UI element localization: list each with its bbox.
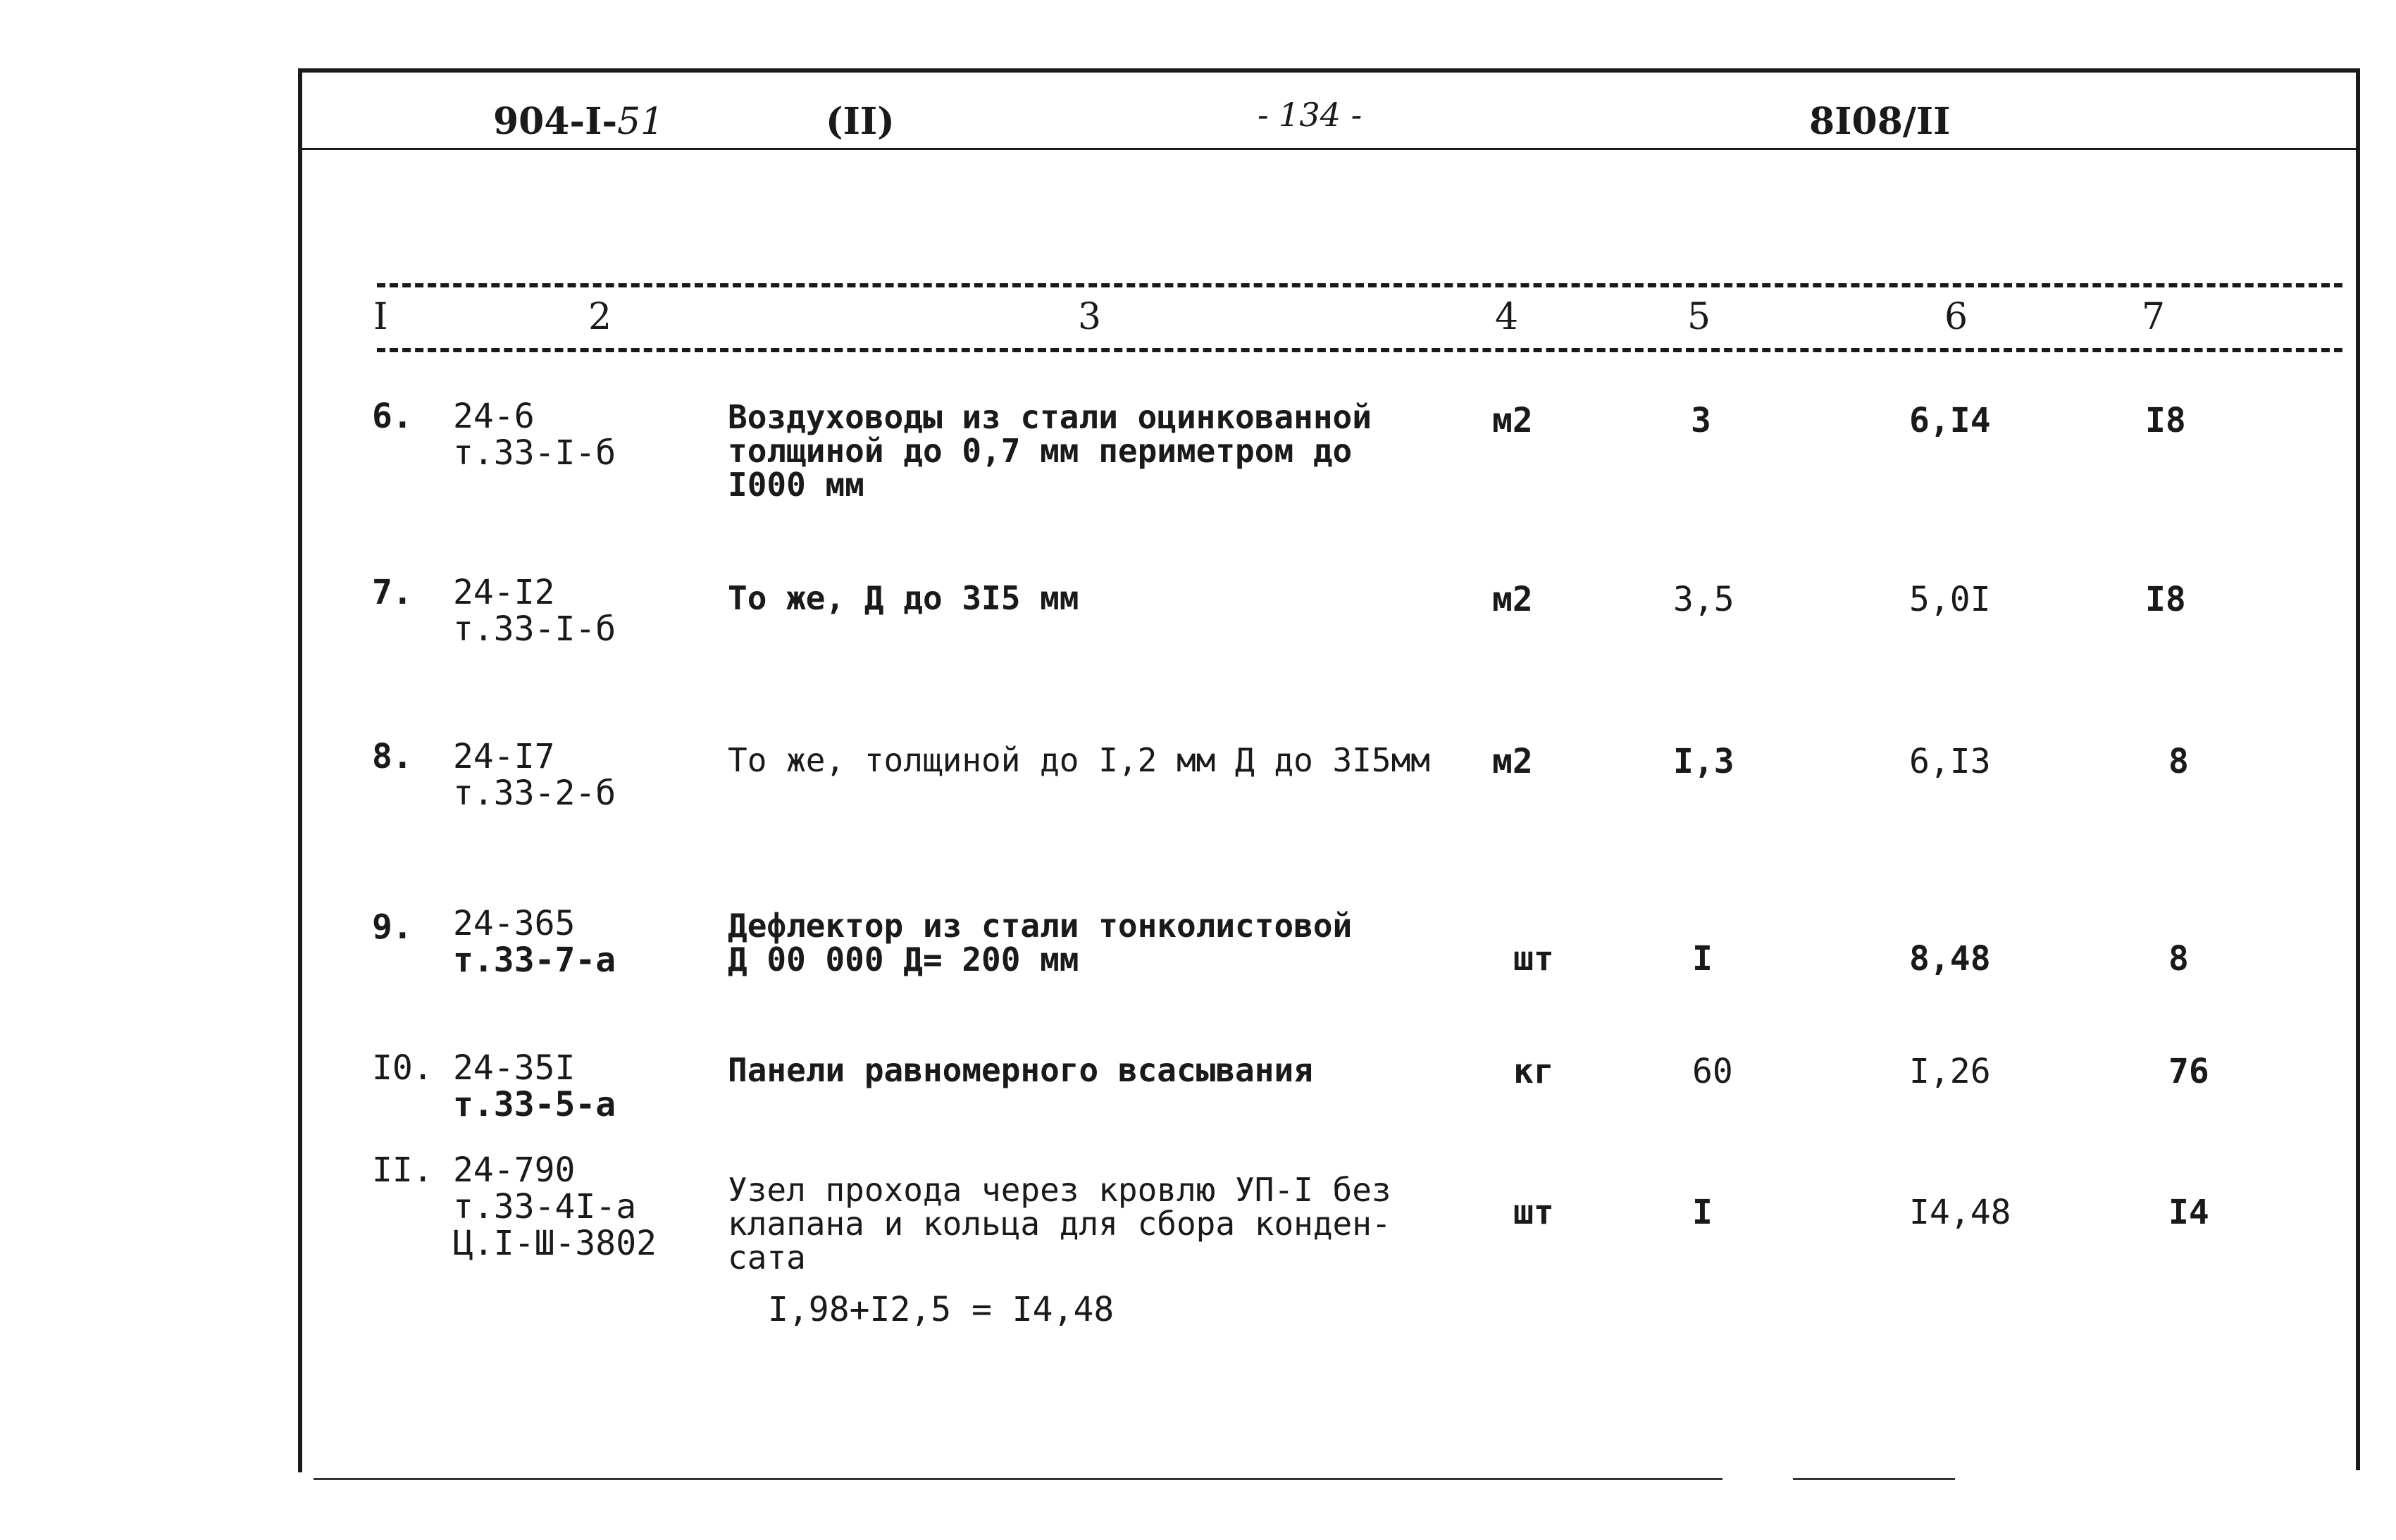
row-number: 6. (372, 397, 413, 436)
quantity: I (1692, 1193, 1713, 1232)
quantity: I,3 (1673, 742, 1734, 781)
unit: шт (1513, 1193, 1554, 1232)
frame-right-border (2356, 68, 2360, 1470)
quantity: I (1692, 939, 1713, 979)
total: 8 (2168, 939, 2189, 979)
norm-table-ref: т.33-4I-а (453, 1187, 637, 1227)
document-code-printed: 904-I- (493, 100, 618, 143)
unit-price: 8,48 (1909, 939, 1991, 979)
frame-top-border (299, 68, 2360, 73)
unit-price: I,26 (1909, 1052, 1991, 1091)
row-number: 8. (372, 737, 413, 776)
description-line: сата (728, 1238, 806, 1277)
unit: кг (1513, 1052, 1554, 1091)
page-number: - 134 - (1258, 96, 1363, 134)
bottom-rule-right (1793, 1478, 1955, 1480)
column-header-bottom-rule (377, 348, 2342, 352)
column-header-2: 2 (588, 296, 612, 338)
column-header-top-rule (377, 283, 2342, 287)
item-description (728, 907, 1353, 979)
column-header-1: I (373, 296, 388, 338)
unit-price: 6,I4 (1909, 401, 1991, 440)
total: I4 (2168, 1193, 2209, 1232)
description-line: То же, Д до 3I5 мм (728, 579, 1079, 617)
norm-code (453, 398, 616, 471)
sheet-number: 8I08/II (1809, 100, 1951, 143)
bottom-rule-left (314, 1478, 1722, 1480)
norm-code (453, 738, 616, 812)
column-header-5: 5 (1687, 296, 1711, 338)
column-header-4: 4 (1495, 296, 1519, 338)
norm-code (453, 905, 616, 979)
unit: м2 (1492, 742, 1533, 781)
price-formula: I,98+I2,5 = I4,48 (768, 1290, 1115, 1329)
description-line: клапана и кольца для сбора конден- (728, 1205, 1391, 1243)
norm-code-line: 24-35I (453, 1048, 576, 1088)
unit: м2 (1492, 401, 1533, 440)
description-line: Дефлектор из стали тонколистовой (728, 907, 1353, 945)
row-number: 9. (372, 907, 413, 947)
row-number: II. (372, 1150, 433, 1190)
norm-table-ref: т.33-7-а (453, 940, 616, 980)
column-header-3: 3 (1078, 296, 1102, 338)
unit-price: I4,48 (1909, 1193, 2011, 1232)
norm-code (453, 1152, 657, 1262)
unit-price: 6,I3 (1909, 742, 1991, 781)
norm-table-ref: т.33-I-б (453, 609, 616, 649)
norm-table-ref: т.33-2-б (453, 774, 616, 813)
description-line: То же, толщиной до I,2 мм Д до 3I5мм (728, 741, 1430, 779)
quantity: 3 (1691, 401, 1711, 440)
norm-code (453, 1050, 616, 1123)
column-header-7: 7 (2142, 296, 2166, 338)
header-divider (299, 148, 2360, 150)
description-line: Д 00 000 Д= 200 мм (728, 940, 1079, 979)
norm-code-line: 24-I2 (453, 573, 555, 612)
norm-code-line: 24-I7 (453, 737, 555, 776)
description-line: I000 мм (728, 466, 864, 504)
item-description (728, 400, 1372, 502)
document-code (493, 100, 664, 143)
norm-table-ref: т.33-I-б (453, 433, 616, 473)
item-description (728, 743, 1430, 777)
norm-code (453, 574, 616, 647)
description-line: Воздуховоды из стали оцинкованной (728, 398, 1372, 436)
norm-table-ref: т.33-5-а (453, 1085, 616, 1124)
frame-left-border (298, 68, 302, 1472)
unit: м2 (1492, 580, 1533, 619)
section-number: (II) (826, 100, 895, 143)
total: 8 (2168, 742, 2189, 781)
norm-code-line: 24-790 (453, 1150, 576, 1190)
total: I8 (2145, 580, 2186, 619)
row-number: I0. (372, 1048, 433, 1088)
total: I8 (2145, 401, 2186, 440)
norm-code-line: 24-365 (453, 904, 576, 943)
description-line: Узел прохода через кровлю УП-I без (728, 1171, 1391, 1209)
row-number: 7. (372, 573, 413, 612)
description-line: толщиной до 0,7 мм периметром до (728, 432, 1353, 470)
item-description (728, 581, 1079, 615)
quantity: 60 (1692, 1052, 1733, 1091)
item-description (728, 1171, 1391, 1277)
total: 76 (2168, 1052, 2209, 1091)
unit: шт (1513, 939, 1554, 979)
norm-code-line: 24-6 (453, 397, 535, 436)
norm-reference: Ц.I-Ш-3802 (453, 1224, 657, 1263)
description-line: Панели равномерного всасывания (728, 1051, 1313, 1089)
unit-price: 5,0I (1909, 580, 1991, 619)
document-code-handwritten: 51 (617, 101, 664, 143)
column-header-6: 6 (1944, 296, 1968, 338)
quantity: 3,5 (1673, 580, 1734, 619)
item-description (728, 1053, 1313, 1087)
